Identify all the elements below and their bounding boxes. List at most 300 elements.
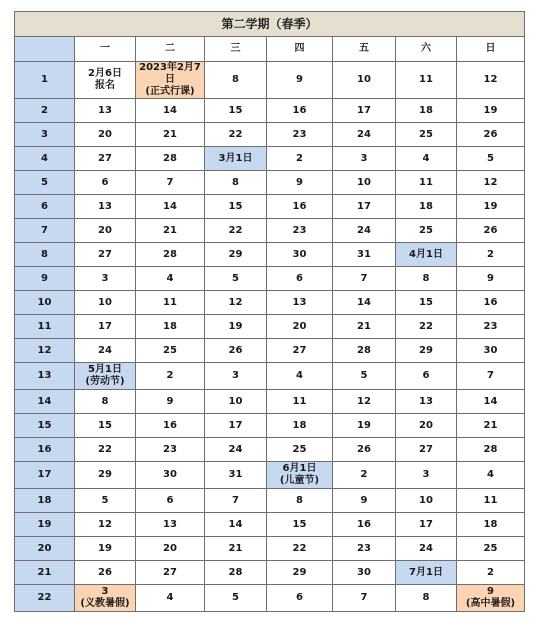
day-cell <box>75 585 136 612</box>
day-cell <box>396 339 457 363</box>
day-cell <box>333 123 396 147</box>
day-label: 6 <box>296 272 303 284</box>
day-cell <box>333 291 396 315</box>
day-cell <box>457 171 525 195</box>
day-label: 13 <box>163 518 177 530</box>
day-label: 12 <box>483 74 498 85</box>
day-label: 6 <box>101 176 109 188</box>
day-cell <box>396 438 457 462</box>
day-cell <box>396 62 457 99</box>
day-cell <box>75 99 136 123</box>
week-row <box>15 462 525 489</box>
day-label: 16 <box>163 419 177 431</box>
week-row <box>15 171 525 195</box>
day-cell <box>457 561 525 585</box>
day-label: 20 <box>419 419 433 431</box>
day-cell <box>333 438 396 462</box>
day-cell <box>457 195 525 219</box>
day-label: 19 <box>228 320 243 332</box>
day-note: (儿童节) <box>279 475 320 486</box>
day-label: 25 <box>419 224 433 236</box>
day-label: 8 <box>232 176 239 188</box>
day-cell <box>136 537 205 561</box>
day-label: 9 <box>360 494 368 506</box>
day-label: 15 <box>292 518 307 530</box>
day-cell <box>75 62 136 99</box>
day-cell <box>75 339 136 363</box>
day-label: 3 <box>101 586 109 597</box>
day-label: 2 <box>487 566 494 578</box>
day-cell <box>136 267 205 291</box>
day-label: 9 <box>166 395 174 407</box>
day-cell <box>136 414 205 438</box>
week-row <box>15 561 525 585</box>
day-cell <box>267 513 333 537</box>
day-cell <box>267 219 333 243</box>
day-label: 27 <box>292 344 307 356</box>
calendar-body <box>15 12 525 612</box>
day-cell <box>205 585 267 612</box>
week-number: 1 <box>15 62 75 99</box>
day-label: 24 <box>357 224 371 236</box>
week-number: 2 <box>15 99 75 123</box>
day-label: 17 <box>419 518 433 530</box>
day-cell <box>267 537 333 561</box>
week-number: 18 <box>15 489 75 513</box>
day-label: 30 <box>163 469 177 480</box>
day-label: 5 <box>101 494 109 506</box>
day-label: 22 <box>419 320 433 332</box>
weekday-header: 四 <box>267 37 333 62</box>
day-label: 22 <box>228 224 243 236</box>
day-label: 21 <box>228 542 243 554</box>
day-label: 4月1日 <box>409 248 443 260</box>
day-label: 2 <box>487 248 494 260</box>
day-cell <box>75 489 136 513</box>
day-cell <box>205 414 267 438</box>
day-label: 30 <box>357 566 371 578</box>
day-label: 19 <box>483 200 498 212</box>
day-label: 24 <box>419 542 433 554</box>
day-cell <box>457 489 525 513</box>
day-label: 22 <box>98 443 112 455</box>
day-cell <box>396 123 457 147</box>
day-label: 12 <box>98 518 112 530</box>
day-label: 26 <box>483 128 498 140</box>
day-cell <box>333 62 396 99</box>
day-label: 25 <box>163 344 177 356</box>
day-cell <box>205 513 267 537</box>
day-label: 21 <box>163 224 177 236</box>
day-label: 3月1日 <box>218 152 253 164</box>
week-row <box>15 537 525 561</box>
day-cell <box>205 363 267 390</box>
day-label: 15 <box>228 104 243 116</box>
day-label: 7 <box>360 592 368 603</box>
day-label: 11 <box>419 74 433 85</box>
day-cell <box>396 267 457 291</box>
day-label: 2月6日 <box>88 68 122 79</box>
day-label: 11 <box>163 296 177 308</box>
day-cell <box>75 267 136 291</box>
week-row <box>15 489 525 513</box>
day-label: 29 <box>292 566 307 578</box>
day-cell <box>75 171 136 195</box>
week-row <box>15 219 525 243</box>
day-cell <box>396 585 457 612</box>
day-label: 30 <box>292 248 307 260</box>
week-row <box>15 414 525 438</box>
day-label: 15 <box>98 419 112 431</box>
day-cell <box>267 489 333 513</box>
weekday-header: 五 <box>333 37 396 62</box>
week-row <box>15 291 525 315</box>
day-label: 10 <box>357 74 371 85</box>
weekday-header: 二 <box>136 37 205 62</box>
day-cell <box>396 99 457 123</box>
day-label: 24 <box>98 344 112 356</box>
day-cell <box>205 489 267 513</box>
week-row <box>15 339 525 363</box>
day-cell <box>205 561 267 585</box>
week-row <box>15 195 525 219</box>
day-label: 4 <box>487 469 494 480</box>
day-label: 4 <box>422 152 430 164</box>
day-label: 14 <box>483 395 498 407</box>
day-label: 14 <box>228 518 243 530</box>
day-label: 18 <box>419 200 433 212</box>
day-cell <box>75 291 136 315</box>
day-label: 7月1日 <box>409 566 443 578</box>
week-number: 9 <box>15 267 75 291</box>
day-cell <box>205 291 267 315</box>
day-label: 3 <box>422 469 430 480</box>
day-label: 23 <box>163 443 177 455</box>
day-label: 25 <box>292 443 307 455</box>
day-label: 30 <box>483 344 498 356</box>
day-cell <box>396 315 457 339</box>
week-row <box>15 267 525 291</box>
week-number: 20 <box>15 537 75 561</box>
week-number: 8 <box>15 243 75 267</box>
day-label: 26 <box>483 224 498 236</box>
day-cell <box>205 537 267 561</box>
day-cell <box>267 243 333 267</box>
day-cell <box>136 219 205 243</box>
day-cell <box>267 171 333 195</box>
day-label: 4 <box>166 592 174 603</box>
day-cell <box>75 513 136 537</box>
day-cell <box>396 243 457 267</box>
day-note: 报名 <box>95 80 115 91</box>
week-number: 12 <box>15 339 75 363</box>
day-label: 22 <box>292 542 307 554</box>
day-label: 5 <box>232 272 239 284</box>
week-number: 19 <box>15 513 75 537</box>
day-label: 22 <box>228 128 243 140</box>
day-cell <box>457 585 525 612</box>
day-label: 2 <box>296 152 303 164</box>
day-label: 8 <box>422 272 430 284</box>
week-header-corner <box>15 37 75 62</box>
week-number: 13 <box>15 363 75 390</box>
day-cell <box>267 561 333 585</box>
day-cell <box>457 390 525 414</box>
day-label: 31 <box>357 248 371 260</box>
day-label: 9 <box>296 176 303 188</box>
weekday-header: 日 <box>457 37 525 62</box>
day-label: 6月1日 <box>282 463 317 474</box>
day-cell <box>267 147 333 171</box>
day-cell <box>267 195 333 219</box>
day-label: 16 <box>292 104 307 116</box>
day-label: 29 <box>419 344 433 356</box>
day-cell <box>457 291 525 315</box>
day-cell <box>457 438 525 462</box>
day-label: 16 <box>357 518 371 530</box>
day-cell <box>396 363 457 390</box>
day-cell <box>267 363 333 390</box>
day-cell <box>205 219 267 243</box>
day-cell <box>396 489 457 513</box>
weekday-header: 一 <box>75 37 136 62</box>
day-label: 5月1日 <box>88 364 122 375</box>
week-number: 15 <box>15 414 75 438</box>
week-row <box>15 243 525 267</box>
day-cell <box>457 243 525 267</box>
day-note: (义教暑假) <box>80 598 130 609</box>
day-cell <box>136 438 205 462</box>
day-cell <box>396 414 457 438</box>
day-cell <box>136 513 205 537</box>
day-cell <box>333 585 396 612</box>
week-number: 3 <box>15 123 75 147</box>
day-label: 5 <box>232 592 239 603</box>
day-label: 18 <box>419 104 433 116</box>
week-number: 16 <box>15 438 75 462</box>
day-label: 24 <box>228 443 243 455</box>
day-cell <box>457 123 525 147</box>
day-cell <box>136 195 205 219</box>
day-label: 19 <box>357 419 371 431</box>
day-cell <box>457 315 525 339</box>
day-label: 4 <box>166 272 174 284</box>
day-cell <box>205 123 267 147</box>
day-label: 6 <box>296 592 303 603</box>
day-cell <box>205 62 267 99</box>
day-cell <box>396 462 457 489</box>
day-cell <box>457 339 525 363</box>
day-label: 12 <box>357 395 371 407</box>
day-label: 6 <box>166 494 174 506</box>
day-label: 26 <box>98 566 112 578</box>
day-cell <box>75 363 136 390</box>
week-number: 7 <box>15 219 75 243</box>
day-label: 3 <box>360 152 368 164</box>
day-label: 11 <box>483 494 498 506</box>
day-cell <box>205 267 267 291</box>
day-label: 9 <box>296 74 303 85</box>
day-label: 27 <box>419 443 433 455</box>
day-label: 7 <box>232 494 239 506</box>
day-cell <box>136 171 205 195</box>
day-cell <box>267 123 333 147</box>
day-cell <box>457 513 525 537</box>
week-number: 21 <box>15 561 75 585</box>
week-number: 22 <box>15 585 75 612</box>
day-cell <box>205 243 267 267</box>
day-cell <box>136 489 205 513</box>
week-row <box>15 363 525 390</box>
day-cell <box>396 171 457 195</box>
day-label: 13 <box>98 200 112 212</box>
day-label: 17 <box>228 419 243 431</box>
day-label: 23 <box>292 224 307 236</box>
day-label: 5 <box>360 370 368 381</box>
day-cell <box>267 315 333 339</box>
day-label: 19 <box>483 104 498 116</box>
week-row <box>15 123 525 147</box>
day-label: 10 <box>357 176 371 188</box>
week-row <box>15 62 525 99</box>
day-label: 13 <box>292 296 307 308</box>
day-cell <box>333 363 396 390</box>
day-cell <box>396 147 457 171</box>
day-cell <box>457 147 525 171</box>
day-label: 27 <box>163 566 177 578</box>
day-cell <box>396 291 457 315</box>
week-row <box>15 513 525 537</box>
week-number: 11 <box>15 315 75 339</box>
day-label: 28 <box>228 566 243 578</box>
day-label: 17 <box>357 104 371 116</box>
day-label: 29 <box>98 469 112 480</box>
day-cell <box>75 123 136 147</box>
day-cell <box>75 414 136 438</box>
day-cell <box>267 62 333 99</box>
day-label: 3 <box>232 370 239 381</box>
week-row <box>15 585 525 612</box>
day-note: (劳动节) <box>85 376 125 387</box>
day-label: 31 <box>228 469 243 480</box>
day-cell <box>205 99 267 123</box>
day-label: 21 <box>357 320 371 332</box>
day-cell <box>333 489 396 513</box>
day-cell <box>136 243 205 267</box>
day-cell <box>333 243 396 267</box>
day-cell <box>333 390 396 414</box>
day-cell <box>333 315 396 339</box>
week-number: 17 <box>15 462 75 489</box>
day-label: 29 <box>228 248 243 260</box>
day-cell <box>205 315 267 339</box>
day-label: 9 <box>487 586 494 597</box>
day-label: 25 <box>419 128 433 140</box>
day-cell <box>75 219 136 243</box>
day-cell <box>75 561 136 585</box>
day-label: 25 <box>483 542 498 554</box>
week-row <box>15 147 525 171</box>
day-cell <box>75 438 136 462</box>
day-cell <box>267 414 333 438</box>
day-cell <box>136 123 205 147</box>
day-cell <box>457 414 525 438</box>
day-cell <box>457 363 525 390</box>
day-label: 8 <box>422 592 430 603</box>
day-label: 26 <box>228 344 243 356</box>
day-label: 16 <box>483 296 498 308</box>
day-label: 6 <box>422 370 430 381</box>
day-cell <box>333 537 396 561</box>
day-label: 7 <box>166 176 174 188</box>
calendar-sheet <box>14 11 525 612</box>
day-label: 13 <box>419 395 433 407</box>
day-cell <box>136 585 205 612</box>
day-cell <box>136 339 205 363</box>
day-cell <box>333 462 396 489</box>
day-cell <box>267 99 333 123</box>
week-row <box>15 99 525 123</box>
day-label: 28 <box>357 344 371 356</box>
day-cell <box>205 171 267 195</box>
day-label: 4 <box>296 370 303 381</box>
day-label: 11 <box>419 176 433 188</box>
day-label: 7 <box>360 272 368 284</box>
day-cell <box>267 438 333 462</box>
day-cell <box>267 390 333 414</box>
day-cell <box>457 219 525 243</box>
day-label: 17 <box>357 200 371 212</box>
day-label: 26 <box>357 443 371 455</box>
day-label: 17 <box>98 320 112 332</box>
day-cell <box>267 585 333 612</box>
day-label: 11 <box>292 395 307 407</box>
day-cell <box>396 219 457 243</box>
day-label: 10 <box>228 395 243 407</box>
day-cell <box>396 195 457 219</box>
day-cell <box>267 291 333 315</box>
week-number: 14 <box>15 390 75 414</box>
day-cell <box>136 62 205 99</box>
day-cell <box>75 147 136 171</box>
day-label: 15 <box>228 200 243 212</box>
day-cell <box>333 561 396 585</box>
day-cell <box>75 390 136 414</box>
day-cell <box>457 462 525 489</box>
day-label: 8 <box>296 494 303 506</box>
day-cell <box>136 363 205 390</box>
day-cell <box>205 195 267 219</box>
day-cell <box>333 219 396 243</box>
day-label: 28 <box>483 443 498 455</box>
day-cell <box>136 315 205 339</box>
day-label: 18 <box>292 419 307 431</box>
day-label: 23 <box>357 542 371 554</box>
day-label: 7 <box>487 370 494 381</box>
day-cell <box>75 195 136 219</box>
day-label: 8 <box>232 74 239 85</box>
day-label: 27 <box>98 152 112 164</box>
day-cell <box>136 291 205 315</box>
day-cell <box>457 99 525 123</box>
day-label: 18 <box>163 320 177 332</box>
day-cell <box>396 561 457 585</box>
day-label: 15 <box>419 296 433 308</box>
day-cell <box>333 414 396 438</box>
day-cell <box>333 195 396 219</box>
week-number: 4 <box>15 147 75 171</box>
day-note: (正式行课) <box>145 86 195 97</box>
